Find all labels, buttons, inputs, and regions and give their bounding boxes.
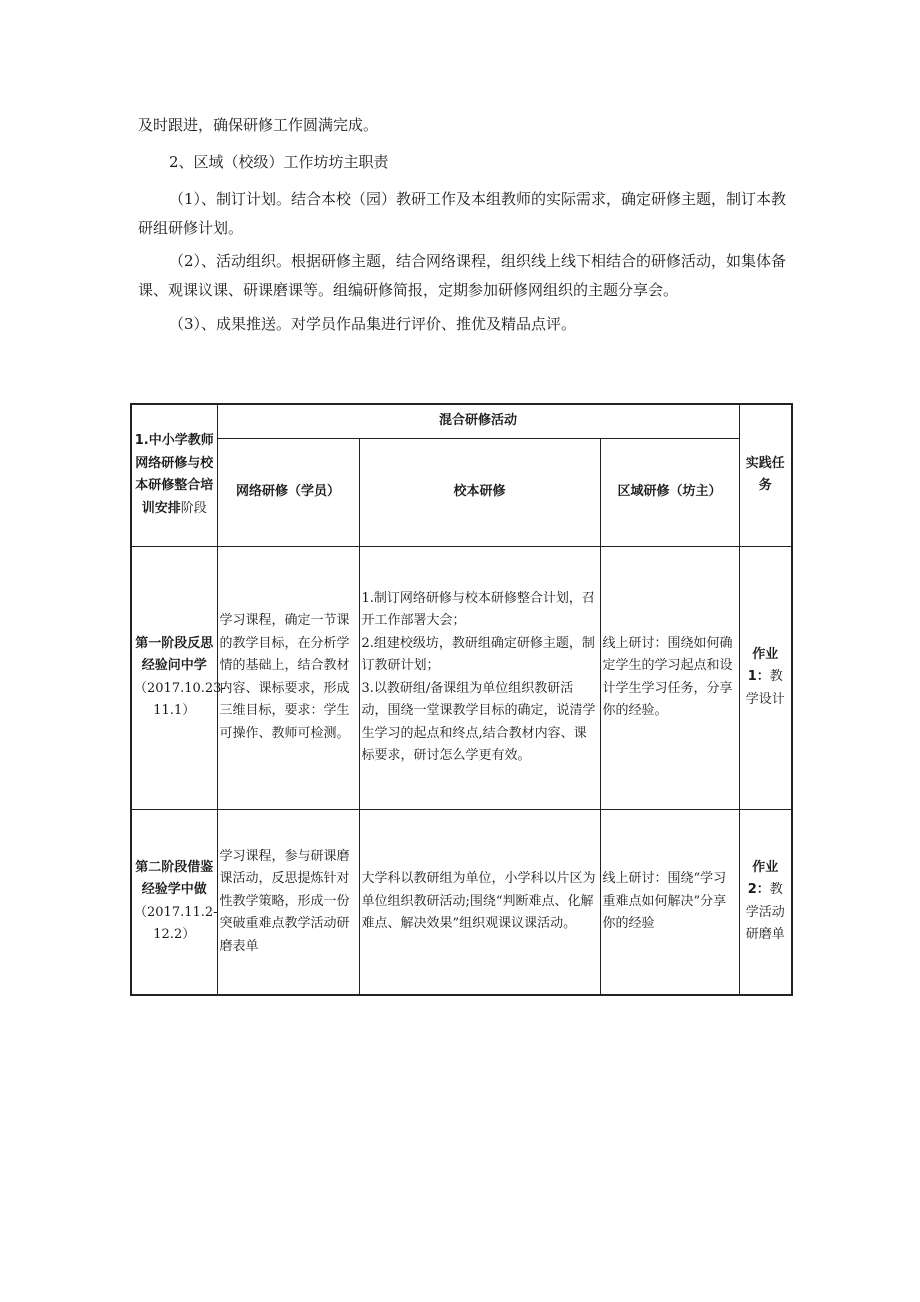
stage-date: （2017.10.23-11.1） (134, 680, 226, 718)
paragraph-activity: （2）、活动组织。根据研修主题，结合网络课程，组织线上线下相结合的研修活动，如集体备课、观课议课、研课磨课等。组编研修简报，定期参加研修网组织的主题分享会。 (138, 252, 787, 299)
school-cell (359, 809, 600, 995)
online-cell: 学习课程，确定一节课的教学目标，在分析学情的基础上，结合教材内容、课标要求，形成三维目标，要求：学生可操作、教师可检测。 (217, 546, 359, 809)
task-label: 作业2： (747, 859, 779, 898)
paragraph-continuation: 及时跟进，确保研修工作圆满完成。 (138, 116, 379, 134)
column-header-online: 网络研修（学员） (217, 438, 359, 546)
school-item: 3.以教研组/备课组为单位组织教研活动，围绕一堂课教学目标的确定，说清学生学习的起点和终点,结合教材内容、课标要求，研讨怎么学更有效。 (361, 680, 596, 763)
school-item: 2.组建校级坊，教研组确定研修主题，制订教研计划； (361, 635, 595, 673)
corner-title: 1.中小学教师网络研修与校本研修整合培训安排 (134, 433, 214, 516)
stage-cell (131, 809, 217, 995)
paragraph-plan: （1）、制订计划。结合本校（园）教研工作及本组教师的实际需求，确定研修主题，制订本教研组研修计划。 (138, 190, 787, 237)
region-cell: 线上研讨：围绕如何确定学生的学习起点和设计学生学习任务，分享你的经验。 (600, 546, 739, 809)
column-header-region: 区域研修（坊主） (600, 438, 739, 546)
task-cell (739, 809, 792, 995)
task-label: 作业1： (747, 646, 779, 685)
school-item: 1.制订网络研修与校本研修整合计划，召开工作部署大会； (361, 590, 595, 628)
table-row (131, 546, 792, 809)
school-cell (359, 546, 600, 809)
column-header-school: 校本研修 (359, 438, 600, 546)
task-text: 教学设计 (745, 669, 785, 707)
online-cell: 学习课程，参与研课磨课活动，反思提炼针对性教学策略，形成一份突破重难点教学活动研磨表单 (217, 809, 359, 995)
column-header-task: 实践任务 (739, 404, 792, 546)
stage-name: 第一阶段反思经验问中学 (135, 635, 214, 673)
task-cell (739, 546, 792, 809)
stage-date: （2017.11.2-12.2） (134, 904, 218, 943)
group-header-blended: 混合研修活动 (217, 404, 739, 438)
table-row (131, 809, 792, 995)
stage-cell (131, 546, 226, 809)
region-cell: 线上研讨：围绕“学习重难点如何解决”分享你的经验 (600, 809, 739, 995)
table-corner-header (131, 404, 217, 546)
school-item: 大学科以教研组为单位，小学科以片区为单位组织教研活动;围绕“判断难点、化解难点、解决效果”组织观课议课活动。 (361, 871, 596, 931)
section-heading-workshop-duties: 2、区域（校级）工作坊坊主职责 (169, 153, 389, 171)
corner-stage-label: 阶段 (180, 500, 207, 516)
paragraph-results: （3）、成果推送。对学员作品集进行评价、推优及精品点评。 (169, 315, 577, 333)
task-text: 教学活动研磨单 (745, 882, 785, 943)
stage-name: 第二阶段借鉴经验学中做 (135, 859, 214, 898)
training-schedule-table (130, 403, 793, 996)
